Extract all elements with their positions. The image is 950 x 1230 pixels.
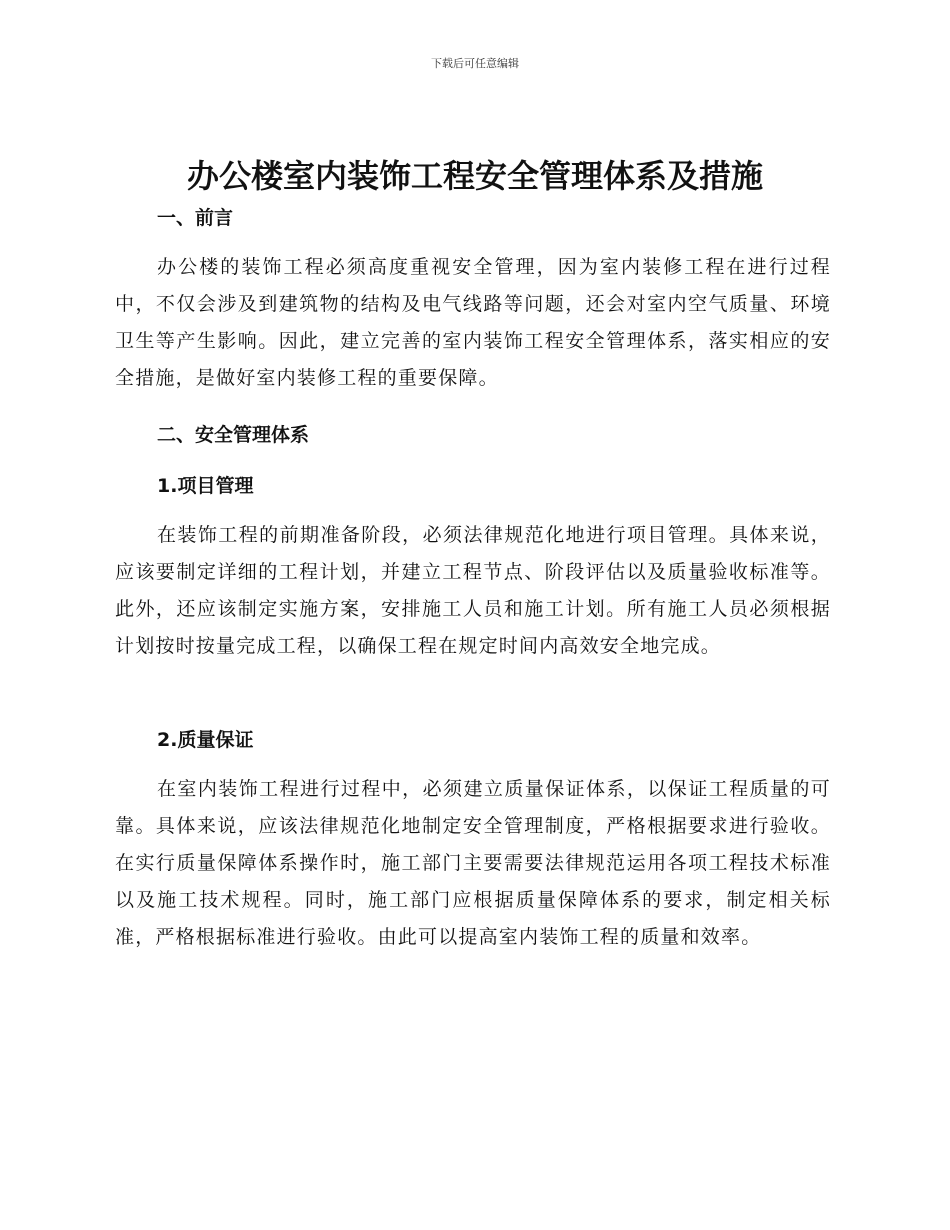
paragraph-preface: 办公楼的装饰工程必须高度重视安全管理，因为室内装修工程在进行过程中，不仅会涉及到建筑物的结构及电气线路等问题，还会对室内空气质量、环境卫生等产生影响。因此，建立完善的室内装饰工程安全管理体系，落实相应的安全措施，是做好室内装修工程的重要保障。 (115, 256, 831, 389)
section-heading-project-management: 1.项目管理 (157, 475, 254, 497)
section-heading-safety-system: 二、安全管理体系 (157, 424, 310, 446)
paragraph-project-management: 在装饰工程的前期准备阶段，必须法律规范化地进行项目管理。具体来说，应该要制定详细的工程计划，并建立工程节点、阶段评估以及质量验收标准等。此外，还应该制定实施方案，安排施工人员和施工计划。所有施工人员必须根据计划按时按量完成工程，以确保工程在规定时间内高效安全地完成。 (115, 524, 831, 657)
section-heading-quality-assurance: 2.质量保证 (157, 729, 254, 751)
header-note: 下载后可任意编辑 (431, 57, 519, 70)
section-heading-preface: 一、前言 (157, 207, 234, 229)
paragraph-quality-assurance: 在室内装饰工程进行过程中，必须建立质量保证体系，以保证工程质量的可靠。具体来说，应该法律规范化地制定安全管理制度，严格根据要求进行验收。在实行质量保障体系操作时，施工部门主要需要法律规范运用各项工程技术标准以及施工技术规程。同时，施工部门应根据质量保障体系的要求，制定相关标准，严格根据标准进行验收。由此可以提高室内装饰工程的质量和效率。 (115, 778, 831, 948)
document-title: 办公楼室内装饰工程安全管理体系及措施 (186, 157, 763, 195)
